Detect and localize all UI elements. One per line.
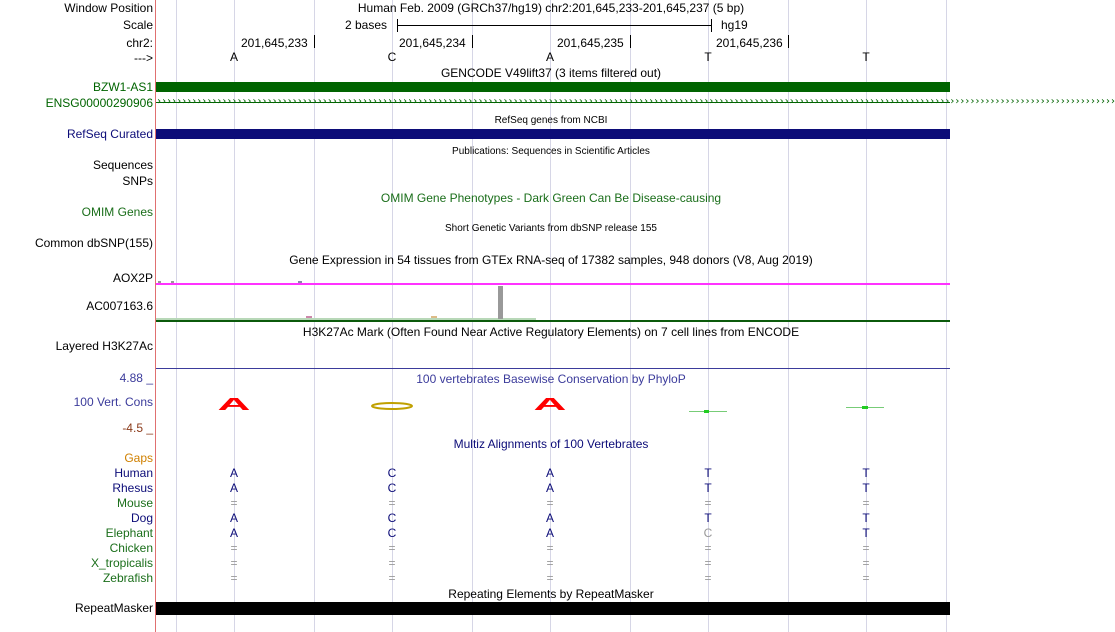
coord-label: 201,645,235	[557, 36, 624, 50]
omim-label[interactable]: OMIM Genes	[81, 205, 153, 219]
omim-title: OMIM Gene Phenotypes - Dark Green Can Be Disease-causing	[380, 191, 722, 205]
chrom-label: chr2:	[126, 36, 153, 50]
aligned-base: T	[704, 511, 712, 525]
h3k27ac-title: H3K27Ac Mark (Often Found Near Active Regulatory Elements) on 7 cell lines from ENCODE	[302, 325, 800, 339]
gene-bar-ensg[interactable]	[156, 96, 1115, 108]
coord-label: 201,645,236	[716, 36, 783, 50]
publications-title: Publications: Sequences in Scientific Articles	[452, 146, 650, 157]
aligned-base: =	[546, 571, 554, 585]
aligned-base: T	[862, 481, 870, 495]
species-label-dog[interactable]: Dog	[130, 511, 153, 525]
sequences-label[interactable]: Sequences	[92, 158, 153, 172]
gene-label-ensg[interactable]: ENSG00000290906	[45, 96, 153, 110]
base-letter: T	[862, 50, 870, 64]
aligned-base: =	[388, 541, 396, 555]
gtex-mark	[171, 281, 174, 283]
aligned-base: T	[704, 466, 712, 480]
species-label-mouse[interactable]: Mouse	[116, 496, 153, 510]
phylop-title: 100 vertebrates Basewise Conservation by PhyloP	[416, 372, 686, 386]
guide-line	[176, 0, 177, 632]
aox2p-label[interactable]: AOX2P	[112, 271, 153, 285]
coord-tick	[630, 35, 631, 48]
gtex-expression-bar[interactable]	[498, 286, 503, 319]
cons-label[interactable]: 100 Vert. Cons	[73, 395, 153, 409]
aligned-base: =	[230, 571, 238, 585]
aligned-base: A	[229, 466, 239, 480]
track-labels	[0, 0, 155, 632]
species-label-rhesus[interactable]: Rhesus	[112, 481, 153, 495]
aligned-base: T	[862, 511, 870, 525]
scale-tick	[711, 19, 712, 32]
snps-label[interactable]: SNPs	[122, 174, 153, 188]
base-letter: T	[704, 50, 712, 64]
repeat-title: Repeating Elements by RepeatMasker	[448, 587, 654, 601]
refseq-title: RefSeq genes from NCBI	[494, 115, 608, 126]
gaps-label[interactable]: Gaps	[124, 451, 153, 465]
aligned-base: C	[387, 481, 397, 495]
repeatmasker-bar[interactable]	[156, 602, 950, 615]
aligned-base: T	[862, 526, 870, 540]
dbsnp-label[interactable]: Common dbSNP(155)	[34, 236, 153, 250]
gene-label-bzw1-as1[interactable]: BZW1-AS1	[92, 80, 153, 94]
assembly-label: hg19	[721, 18, 748, 32]
aligned-base: A	[545, 466, 555, 480]
guide-line	[788, 0, 789, 632]
aligned-base: T	[862, 466, 870, 480]
aligned-base: A	[229, 481, 239, 495]
multiz-title: Multiz Alignments of 100 Vertebrates	[453, 437, 649, 451]
window-position-label: Window Position	[64, 1, 153, 15]
h3k27ac-label[interactable]: Layered H3K27Ac	[55, 339, 153, 353]
cons-max-label: 4.88 _	[119, 371, 153, 385]
aligned-base: =	[388, 496, 396, 510]
aligned-base: =	[230, 541, 238, 555]
aligned-base: =	[230, 556, 238, 570]
aligned-base: =	[704, 496, 712, 510]
guide-line	[314, 0, 315, 632]
coord-label: 201,645,233	[241, 36, 308, 50]
aligned-base: =	[388, 571, 396, 585]
aligned-base: =	[388, 556, 396, 570]
phylop-logo-chart[interactable]	[156, 388, 950, 418]
aligned-base: C	[703, 526, 713, 540]
species-label-zebrafish[interactable]: Zebrafish	[102, 571, 153, 585]
coord-tick	[788, 35, 789, 48]
gtex-title: Gene Expression in 54 tissues from GTEx RNA-seq of 17382 samples, 948 donors (V8, Aug 2019)	[289, 253, 813, 267]
ac007163-label[interactable]: AC007163.6	[86, 299, 153, 313]
gene-bar-bzw1-as1[interactable]	[156, 82, 950, 92]
gtex-divider	[156, 320, 950, 322]
species-label-chicken[interactable]: Chicken	[109, 541, 153, 555]
h3k27ac-baseline	[156, 368, 950, 369]
base-letter: C	[387, 50, 397, 64]
aligned-base: =	[862, 571, 870, 585]
guide-line	[630, 0, 631, 632]
aligned-base: C	[387, 466, 397, 480]
refseq-bar[interactable]	[156, 129, 950, 139]
track-image[interactable]	[156, 0, 1115, 632]
strand-label: --->	[134, 51, 153, 65]
aligned-base: =	[862, 556, 870, 570]
aligned-base: =	[546, 556, 554, 570]
base-letter: A	[545, 50, 555, 64]
gtex-mark	[298, 281, 302, 283]
coord-tick	[472, 35, 473, 48]
scale-bar	[397, 25, 711, 26]
aligned-base: T	[704, 481, 712, 495]
position-title: Human Feb. 2009 (GRCh37/hg19) chr2:201,645,233-201,645,237 (5 bp)	[357, 1, 745, 15]
aligned-base: =	[862, 541, 870, 555]
repeatmasker-label[interactable]: RepeatMasker	[74, 601, 153, 615]
phylop-base-t	[704, 410, 709, 413]
coord-tick	[314, 35, 315, 48]
species-label-x-tropicalis[interactable]: X_tropicalis	[90, 556, 153, 570]
base-letter: A	[229, 50, 239, 64]
phylop-base-c	[372, 403, 412, 409]
aligned-base: A	[545, 526, 555, 540]
aligned-base: =	[704, 571, 712, 585]
aligned-base: A	[545, 481, 555, 495]
aligned-base: =	[546, 496, 554, 510]
phylop-base-a: A	[217, 395, 251, 414]
gtex-mark	[306, 316, 312, 318]
strand-arrows-icon: ›››››››››››››››››››››››››››››››››››››››››››››››››››››››››››››››››››››››››››››››››››››››››››››››››››››››››››››››››››››››››››››››››››››››››››››››››››››››››››››››››››››››››››››››››››››››››››››››	[156, 96, 1115, 107]
aligned-base: =	[704, 556, 712, 570]
cons-min-label: -4.5 _	[122, 421, 153, 435]
coord-label: 201,645,234	[399, 36, 466, 50]
scale-text: 2 bases	[345, 18, 388, 32]
species-label-elephant[interactable]: Elephant	[105, 526, 153, 540]
phylop-base-a: A	[533, 395, 567, 414]
refseq-label[interactable]: RefSeq Curated	[66, 127, 153, 141]
gencode-title: GENCODE V49lift37 (3 items filtered out)	[440, 66, 662, 80]
aligned-base: A	[545, 511, 555, 525]
aligned-base: =	[862, 496, 870, 510]
guide-line	[472, 0, 473, 632]
dbsnp-title: Short Genetic Variants from dbSNP release 155	[445, 223, 657, 234]
aligned-base: A	[229, 526, 239, 540]
guide-line	[946, 0, 947, 632]
aligned-base: C	[387, 526, 397, 540]
scale-label: Scale	[122, 18, 153, 32]
scale-tick	[397, 19, 398, 32]
aligned-base: A	[229, 511, 239, 525]
aligned-base: =	[546, 541, 554, 555]
gtex-mark	[158, 281, 161, 283]
gtex-mark	[431, 316, 437, 318]
phylop-base-t	[862, 406, 868, 409]
aligned-base: C	[387, 511, 397, 525]
aligned-base: =	[230, 496, 238, 510]
species-label-human[interactable]: Human	[114, 466, 153, 480]
gtex-aox2p-bar[interactable]	[156, 283, 950, 285]
aligned-base: =	[704, 541, 712, 555]
